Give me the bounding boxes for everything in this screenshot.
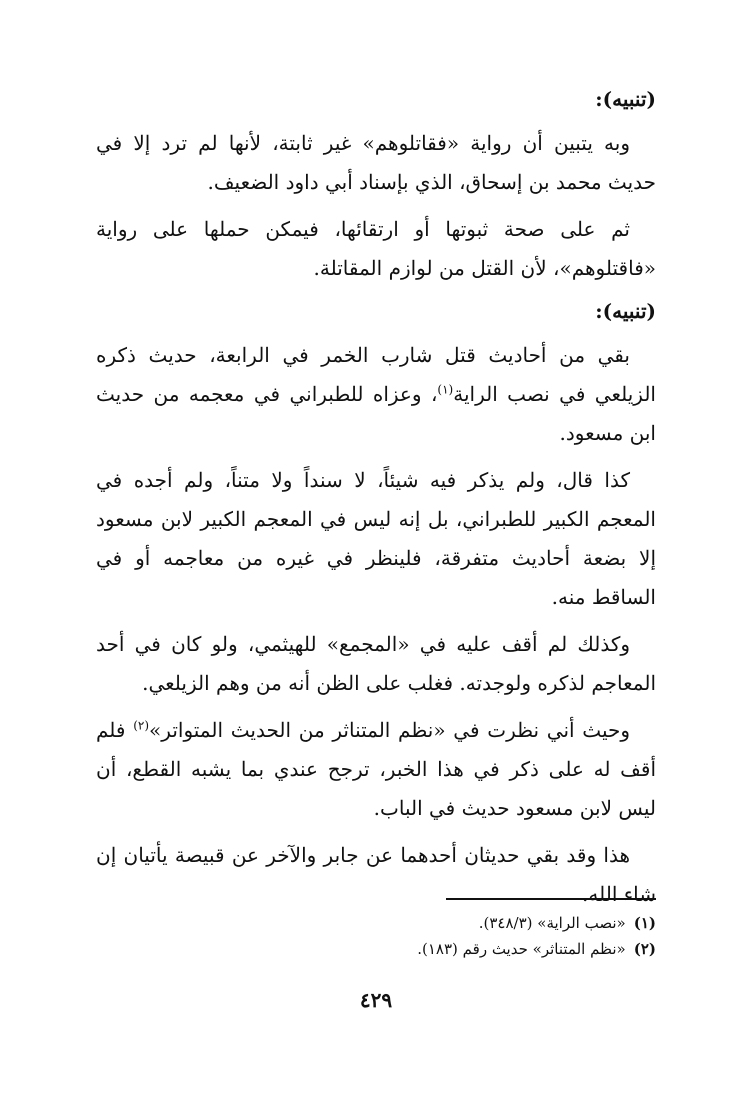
footnote-ref-2[interactable]: (٢)	[133, 718, 150, 733]
footnote-ref-1[interactable]: (١)	[437, 382, 454, 397]
footnote-2	[96, 936, 656, 962]
footnote-1	[96, 910, 656, 936]
paragraph-3-text-end: ، وعزاه للطبراني في معجمه من حديث ابن مسعود.	[96, 382, 656, 445]
footnote-2-number: (٢)	[633, 940, 656, 958]
footnote-2-text: «نظم المتناثر» حديث رقم (١٨٣).	[417, 940, 626, 958]
paragraph-4: كذا قال، ولم يذكر فيه شيئاً، لا سنداً ولا متناً، ولم أجده في المعجم الكبير للطبراني، بل إنه ليس في المعجم الكبير لابن مسعود إلا بضعة أحاديث متفرقة، فلينظر في غيره من معاجمه أو في الساقط منه.	[96, 468, 656, 609]
footnote-1-text: «نصب الراية» (٣٤٨/٣).	[478, 914, 626, 932]
paragraph-2: ثم على صحة ثبوتها أو ارتقائها، فيمكن حملها على رواية «فاقتلوهم»، لأن القتل من لوازم المقاتلة.	[96, 217, 656, 280]
paragraph-5: وكذلك لم أقف عليه في «المجمع» للهيثمي، ولو كان في أحد المعاجم لذكره ولوجدته. فغلب على الظن أنه من وهم الزيلعي.	[96, 632, 656, 695]
paragraph-6-text-end: فلم أقف له على ذكر في هذا الخبر، ترجح عندي بما يشبه القطع، أن ليس لابن مسعود حديث في الباب.	[96, 718, 656, 820]
footnote-1-number: (١)	[633, 914, 656, 932]
section-heading-2: (تنبيه):	[595, 299, 656, 323]
paragraph-7: هذا وقد بقي حديثان أحدهما عن جابر والآخر عن قبيصة يأتيان إن شاء الله.	[96, 843, 656, 906]
paragraph-6	[96, 711, 656, 828]
paragraph-3-text-start: بقي من أحاديث قتل شارب الخمر في الرابعة، حديث ذكره الزيلعي في نصب الراية	[96, 343, 656, 406]
paragraph-6-text-start: وحيث أني نظرت في «نظم المتناثر من الحديث المتواتر»	[149, 718, 630, 742]
book-page	[96, 78, 656, 1038]
paragraph-1: وبه يتبين أن رواية «فقاتلوهم» غير ثابتة، لأنها لم ترد إلا في حديث محمد بن إسحاق، الذي بإسناد أبي داود الضعيف.	[96, 131, 656, 194]
footnote-divider	[446, 898, 656, 900]
section-heading-1: (تنبيه):	[595, 87, 656, 111]
page-number: ٤٢٩	[359, 988, 393, 1012]
footnotes	[96, 910, 656, 962]
paragraph-3	[96, 336, 656, 453]
